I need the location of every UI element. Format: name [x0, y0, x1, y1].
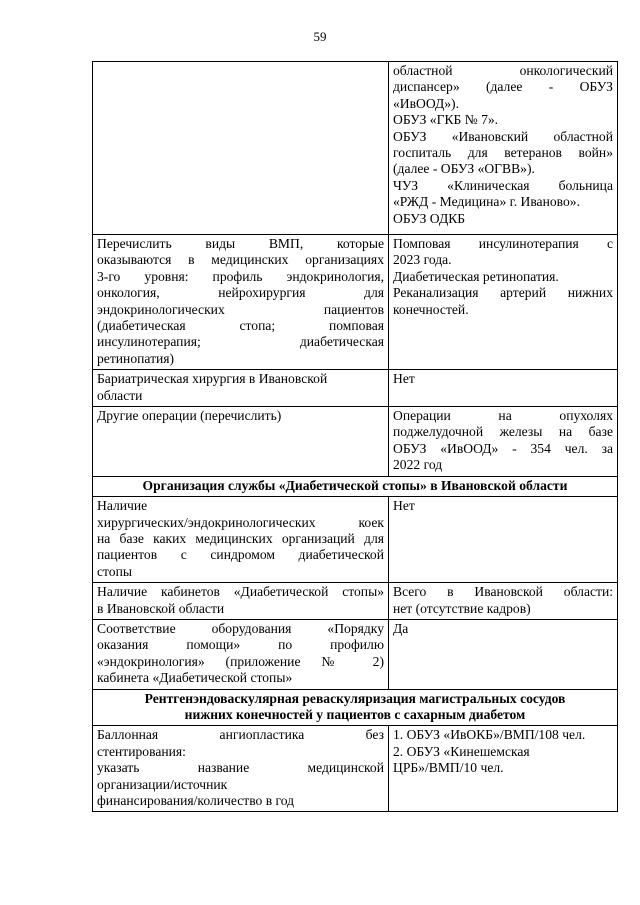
table-row [93, 726, 618, 812]
row1-left-line: 3-го уровня: профиль эндокринология, [97, 268, 384, 284]
table-row [93, 583, 618, 620]
row5-left-cell [93, 583, 389, 620]
table-row [93, 619, 618, 689]
row1-left-line: ретинопатия) [97, 350, 175, 366]
row0-right-line: «ИвООД»). [393, 95, 459, 111]
row0-right-line: «РЖД - Медицина» г. Иваново». [393, 194, 580, 210]
row4-left-line: хирургических/эндокринологических коек [97, 514, 384, 530]
row1-left-line: Перечислить виды ВМП, которые [97, 236, 384, 251]
table-row [93, 235, 618, 370]
section-heading-line: Рентгенэндоваскулярная реваскуляризация магистральных сосудов [144, 690, 566, 706]
row7-left-line: финансирования/количество в год [97, 793, 295, 808]
row2-left-line: области [97, 387, 143, 403]
row2-right-cell [389, 370, 618, 407]
row1-right-line: Диабетическая ретинопатия. [393, 268, 559, 284]
row6-left-line: Соответствие оборудования «Порядку [97, 620, 384, 636]
row5-right-line: нет (отсутствие кадров) [393, 600, 531, 616]
row1-right-cell [389, 235, 618, 370]
row7-left-line: указать название медицинской [97, 760, 384, 776]
row1-left-line: инсулинотерапия; диабетическая [97, 334, 384, 350]
row1-left-line: оказываются в медицинских организациях [97, 252, 384, 268]
row0-right-line: ОБУЗ ОДКБ [393, 210, 466, 226]
row0-right-line: (далее - ОБУЗ «ОГВВ»). [393, 161, 535, 177]
row7-left-line: организации/источник [97, 776, 228, 792]
row4-left-line: пациентов с синдромом диабетической [97, 547, 384, 563]
row4-right-cell [389, 497, 618, 583]
row7-right-cell [389, 726, 618, 812]
row0-right-line: ОБУЗ «ГКБ № 7». [393, 112, 499, 128]
vmp-info-table [92, 61, 618, 812]
row4-left-line: Наличие [97, 498, 148, 514]
row1-right-line: Реканализация артерий нижних [393, 285, 613, 301]
row7-right-line: 1. ОБУЗ «ИвОКБ»/ВМП/108 чел. [393, 727, 586, 743]
section-heading-line: нижних конечностей у пациентов с сахарным диабетом [184, 706, 526, 722]
row1-left-line: эндокринологических пациентов [97, 301, 384, 317]
row0-right-line: ЧУЗ «Клиническая больница [393, 177, 613, 193]
row6-left-line: оказания помощи» по профилю [97, 637, 384, 653]
table-row [93, 62, 618, 235]
row0-right-line: областной онкологический [393, 63, 613, 78]
row3-right-line: Операции на опухолях [393, 408, 613, 424]
row5-left-line: Наличие кабинетов «Диабетической стопы» [97, 584, 384, 600]
row6-right-line: Да [393, 620, 409, 636]
row0-right-line: диспансер» (далее - ОБУЗ [393, 79, 613, 95]
table-row [93, 370, 618, 407]
row1-right-line: Помповая инсулинотерапия с [393, 236, 613, 251]
row6-left-cell [93, 619, 389, 689]
row6-left-line: кабинета «Диабетической стопы» [97, 670, 293, 686]
row7-left-line: Баллонная ангиопластика без [97, 727, 384, 743]
page-number: 59 [313, 29, 327, 44]
row2-left-cell [93, 370, 389, 407]
row1-right-line: конечностей. [393, 301, 469, 317]
row5-left-line: в Ивановской области [97, 600, 225, 616]
row1-left-line: (диабетическая стопа; помповая [97, 318, 384, 334]
row4-left-line: на базе каких медицинских организаций для [97, 530, 384, 546]
table-row [93, 497, 618, 583]
row2-right-line: Нет [393, 371, 415, 387]
row6-right-cell [389, 619, 618, 689]
row5-right-line: Всего в Ивановской области: [393, 584, 613, 600]
table-row [93, 689, 618, 726]
table-row [93, 476, 618, 496]
table-row [93, 407, 618, 477]
row7-right-line: 2. ОБУЗ «Кинешемская [393, 743, 530, 759]
row7-left-line: стентирования: [97, 743, 186, 759]
row0-right-cell [389, 62, 618, 235]
row1-left-line: онкология, нейрохирургия для [97, 285, 384, 301]
row3-right-cell [389, 407, 618, 477]
row7-right-line: ЦРБ»/ВМП/10 чел. [393, 760, 504, 776]
row6-left-line: «эндокринология» (приложение № 2) [97, 653, 384, 669]
row4-right-line: Нет [393, 498, 415, 514]
row4-left-cell [93, 497, 389, 583]
section-heading-diabetic-foot: Организация службы «Диабетической стопы» в Ивановской области [93, 476, 618, 496]
row3-left-cell [93, 407, 389, 477]
row7-left-cell [93, 726, 389, 812]
row3-right-line: ОБУЗ «ИвООД» - 354 чел. за [393, 440, 613, 456]
row0-left-cell [93, 62, 389, 235]
row3-left-line: Другие операции (перечислить) [97, 408, 282, 424]
row0-right-line: ОБУЗ «Ивановский областной [393, 128, 613, 144]
row3-right-line: 2022 год [393, 457, 443, 473]
row2-left-line: Бариатрическая хирургия в Ивановской [97, 371, 328, 387]
row3-right-line: поджелудочной железы на базе [393, 424, 613, 440]
row1-right-line: 2023 года. [393, 252, 452, 268]
row1-left-cell [93, 235, 389, 370]
row4-left-line: стопы [97, 563, 132, 579]
row5-right-cell [389, 583, 618, 620]
section-heading-revascularization [93, 689, 618, 726]
row0-right-line: госпиталь для ветеранов войн» [393, 145, 613, 161]
